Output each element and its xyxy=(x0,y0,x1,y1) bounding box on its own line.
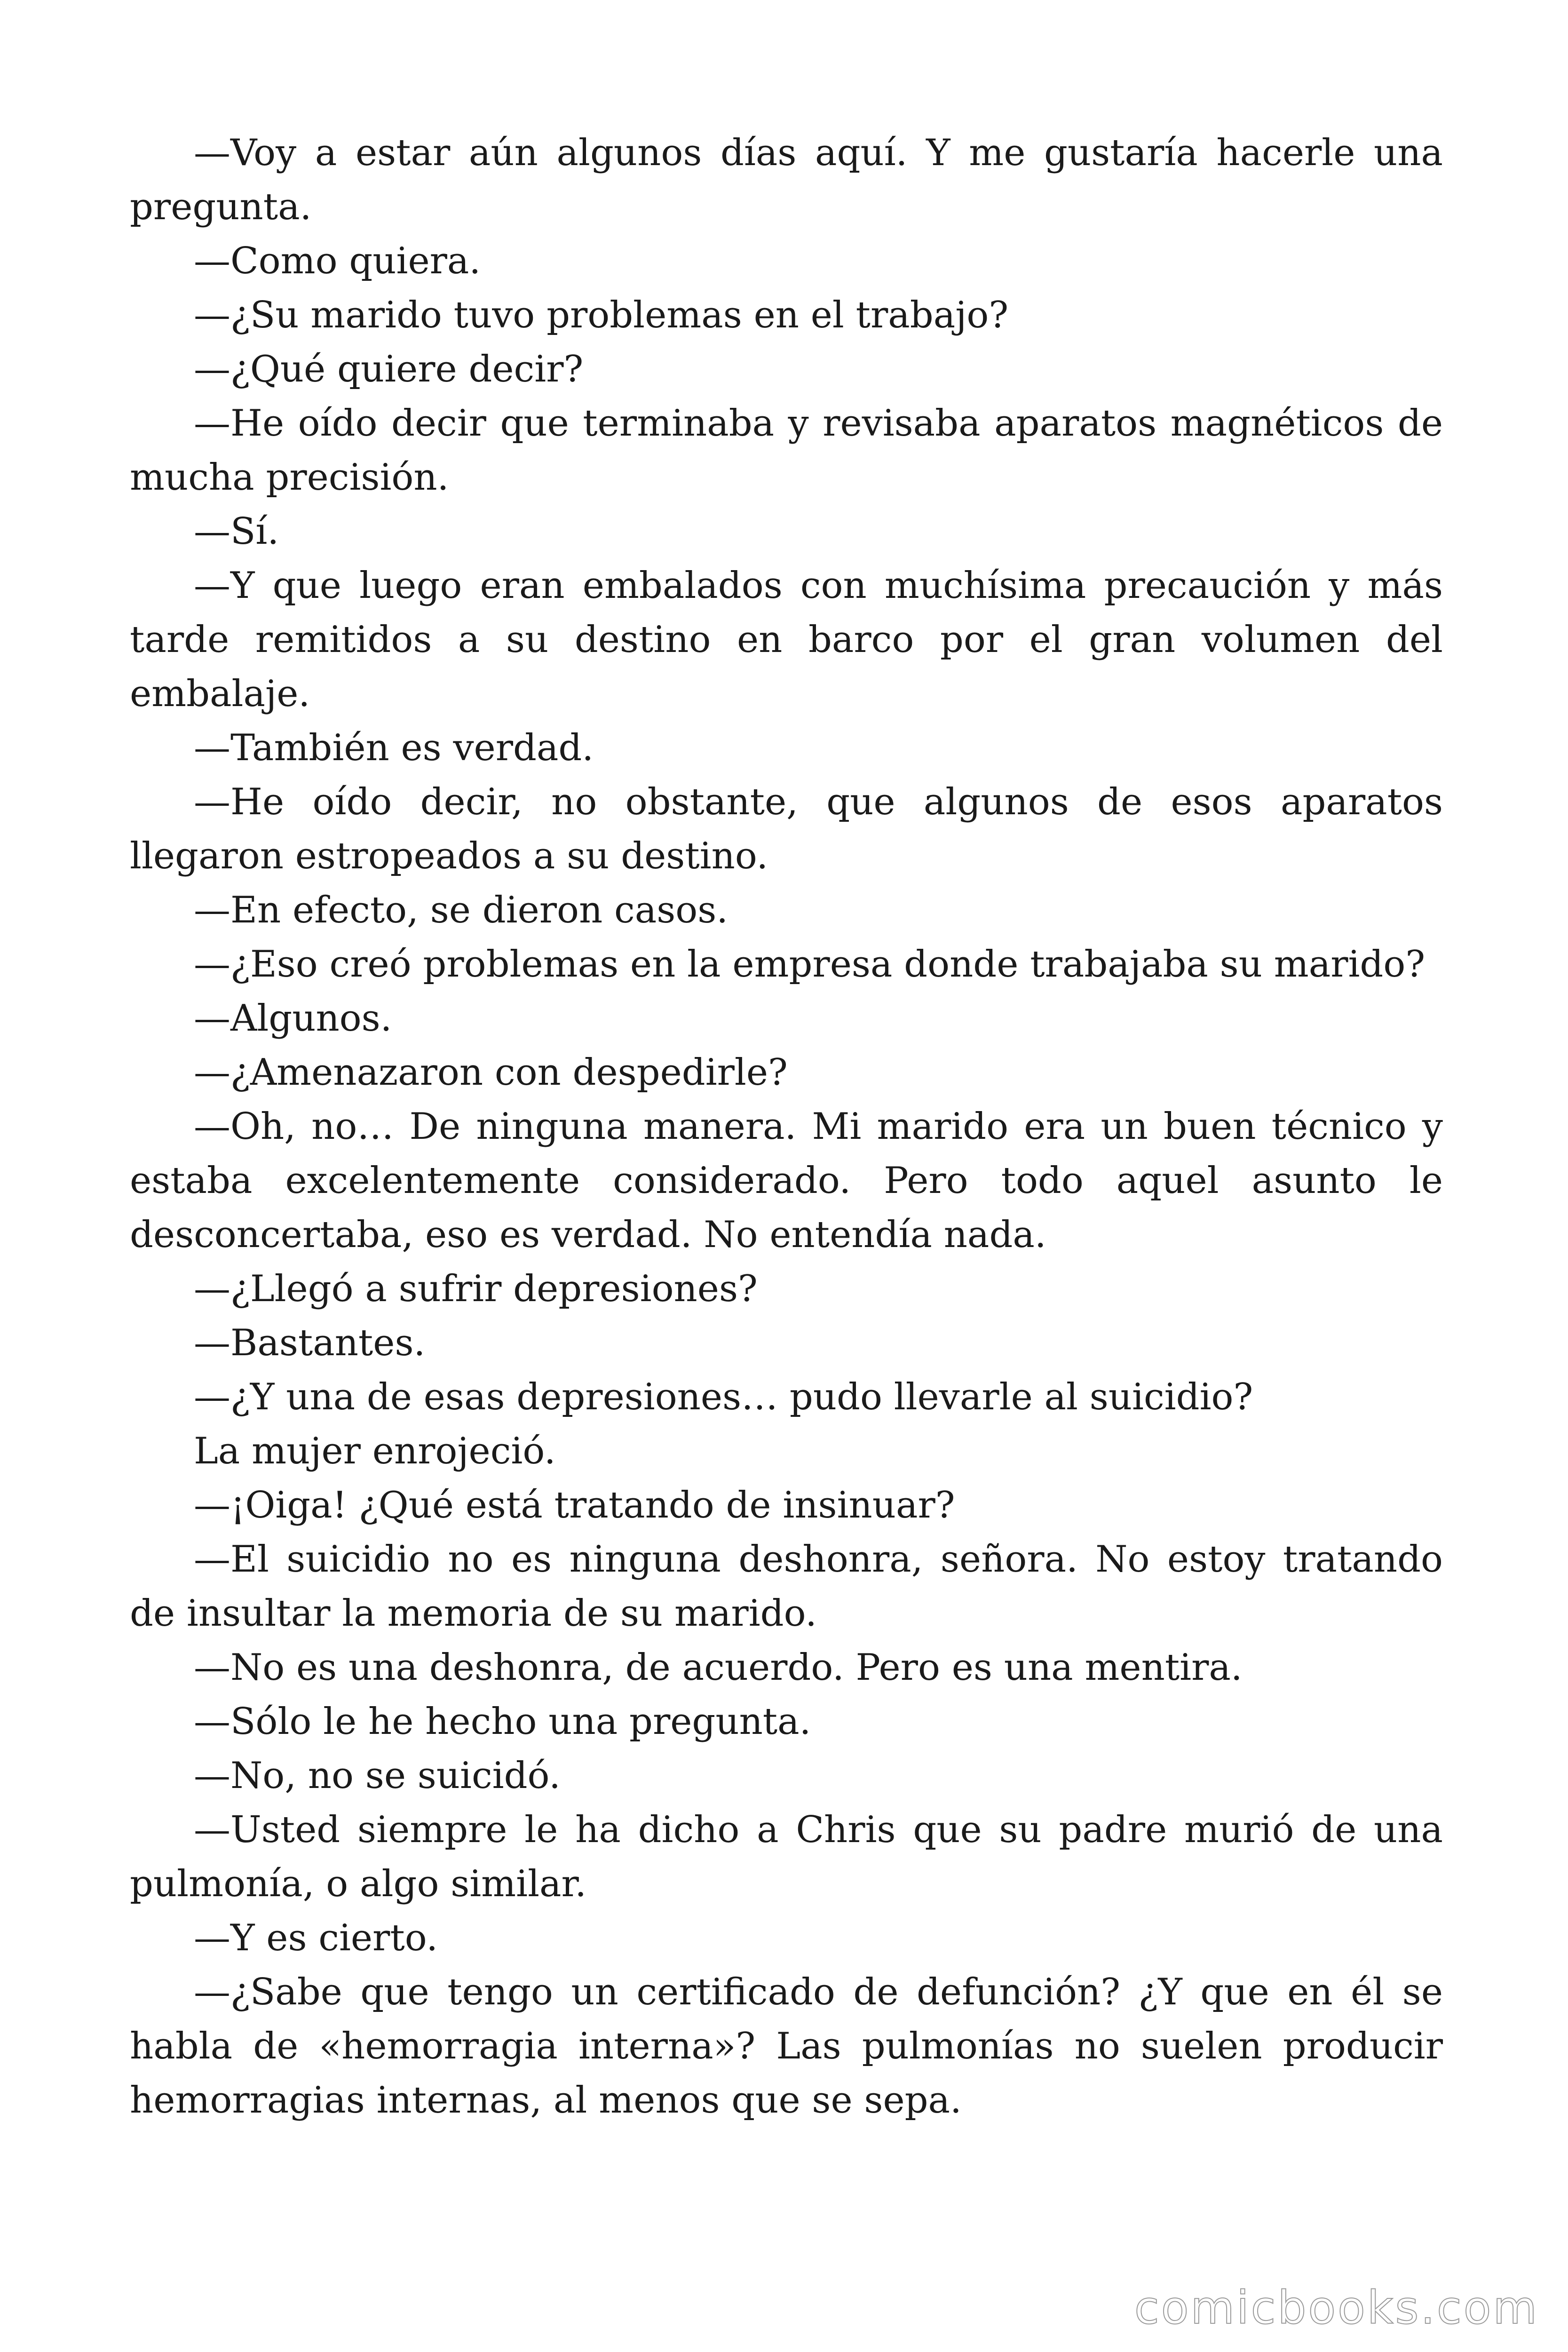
paragraph: —¿Sabe que tengo un certificado de defunción? ¿Y que en él se habla de «hemorragia interna»? Las pulmonías no suelen producir hemorragias internas, al menos que se sepa. xyxy=(130,1971,1443,2122)
watermark: comicbooks.com xyxy=(1134,2281,1539,2334)
paragraph: —¿Qué quiere decir? xyxy=(194,348,584,390)
paragraph: —¿Amenazaron con despedirle? xyxy=(194,1051,788,1094)
paragraph: —¿Su marido tuvo problemas en el trabajo? xyxy=(194,294,1009,336)
paragraph: La mujer enrojeció. xyxy=(194,1430,556,1472)
paragraph: —No, no se suicidó. xyxy=(194,1755,561,1797)
paragraph: —También es verdad. xyxy=(194,727,594,769)
paragraph: —Usted siempre le ha dicho a Chris que su padre murió de una pulmonía, o algo similar. xyxy=(130,1809,1443,1905)
paragraph: —Algunos. xyxy=(194,997,392,1040)
paragraph: —Como quiera. xyxy=(194,240,481,282)
paragraph: —¿Eso creó problemas en la empresa donde trabajaba su marido? xyxy=(194,943,1425,985)
paragraph: —He oído decir, no obstante, que algunos de esos aparatos llegaron estropeados a su destino. xyxy=(130,781,1443,877)
paragraph: —Bastantes. xyxy=(194,1322,426,1364)
page-body xyxy=(130,126,1443,2128)
paragraph: —Sólo le he hecho una pregunta. xyxy=(194,1700,811,1743)
paragraph: —¡Oiga! ¿Qué está tratando de insinuar? xyxy=(194,1484,955,1526)
paragraph: —¿Llegó a sufrir depresiones? xyxy=(194,1268,758,1310)
paragraph: —He oído decir que terminaba y revisaba aparatos magnéticos de mucha precisión. xyxy=(130,402,1443,499)
paragraph: —Voy a estar aún algunos días aquí. Y me gustaría hacerle una pregunta. xyxy=(130,132,1443,228)
paragraph: —Sí. xyxy=(194,510,279,553)
paragraph: —En efecto, se dieron casos. xyxy=(194,889,729,931)
paragraph: —Oh, no… De ninguna manera. Mi marido era un buen técnico y estaba excelentemente considerado. Pero todo aquel asunto le desconcertaba, eso es verdad. No entendía nada. xyxy=(130,1105,1443,1256)
paragraph: —¿Y una de esas depresiones… pudo llevarle al suicidio? xyxy=(194,1376,1253,1418)
paragraph: —Y es cierto. xyxy=(194,1917,438,1959)
paragraph: —No es una deshonra, de acuerdo. Pero es una mentira. xyxy=(194,1646,1243,1689)
paragraph: —El suicidio no es ninguna deshonra, señora. No estoy tratando de insultar la memoria de su marido. xyxy=(130,1538,1443,1635)
paragraph: —Y que luego eran embalados con muchísima precaución y más tarde remitidos a su destino en barco por el gran volumen del embalaje. xyxy=(130,564,1443,715)
